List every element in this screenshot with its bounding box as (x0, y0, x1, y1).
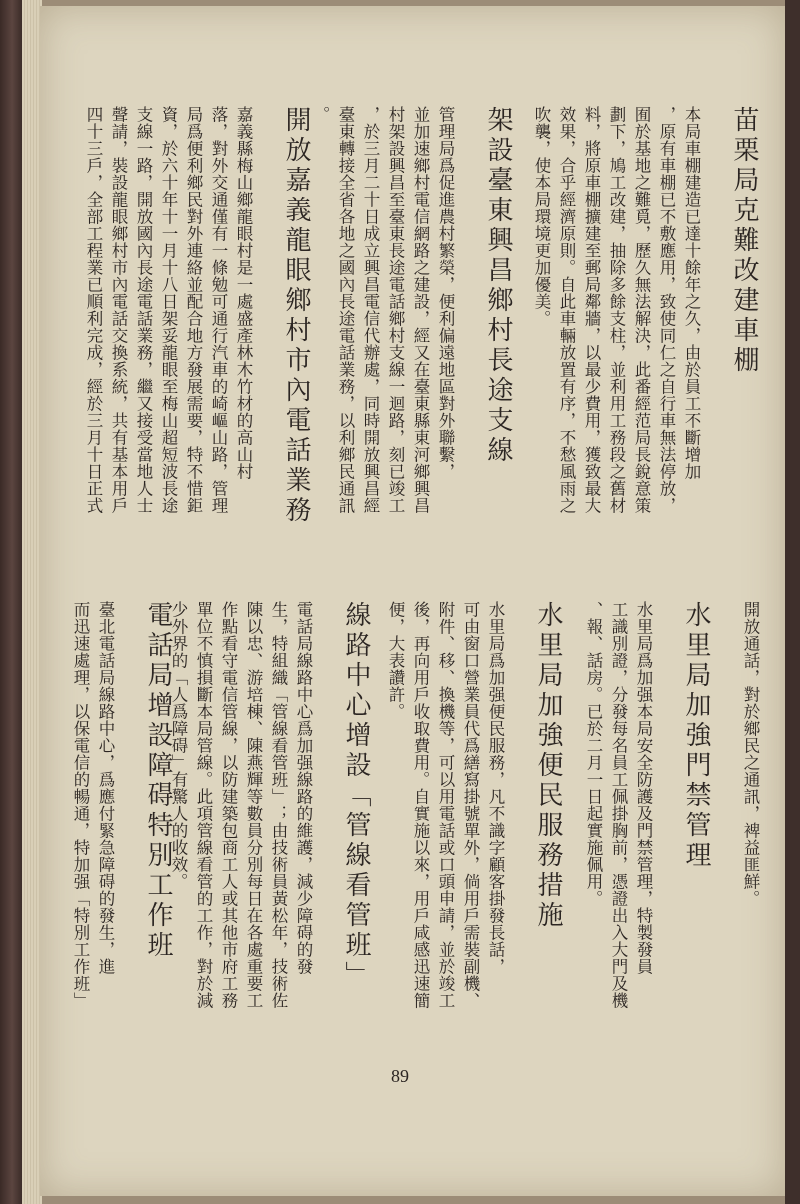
article-title: 苗栗局克難改建車棚 (729, 106, 759, 376)
article-shuili-access (581, 601, 715, 1071)
article-taitung (308, 106, 517, 576)
document-page (40, 6, 785, 1196)
article-special-team (68, 601, 177, 1071)
book-cover-edge (785, 0, 800, 1204)
book-binding (0, 0, 22, 1204)
article-title: 水里局加強門禁管理 (681, 601, 711, 871)
article-body: 臺北電話局線路中心，爲應付緊急障碍的發生，進 而迅速處理，以保電信的暢通，特加强「特別工作班」 (71, 601, 115, 1009)
article-title: 水里局加強便民服務措施 (533, 601, 563, 931)
article-body: 管理局爲促進農村繁榮，便利偏遠地區對外聯繫， 並加速鄉村電信網路之建設，經又在臺東縣東河鄉興昌 村架設興昌至臺東長途電話鄉村支線一迴路，刻已竣工 ，於三月二十日成立興昌電信代辦處，同時開放興昌經 臺東轉接全省各地之國內長途電話業務，以利鄉民通訊 。 (311, 106, 455, 514)
article-line-center (166, 601, 375, 1071)
article-shuili-service (383, 601, 567, 1071)
article-chiayi (81, 106, 315, 576)
article-miaoli (529, 106, 763, 576)
article-body: 水里局爲加强便民服務，凡不識字顧客掛發長話， 可由窗口營業員代爲繕寫掛號單外，倘用戶需裝副機、 附件、移、換機等，可以用電話或口頭申請，並於竣工 後，再向用戶收取費用。自實施以來，用戶咸感迅速簡 便，大表讚許。 (386, 601, 505, 1009)
article-title: 架設臺東興昌鄉村長途支線 (483, 106, 513, 466)
article-body: 嘉義縣梅山鄉龍眼村是一處盛產林木竹材的高山村 落，對外交通僅有一條勉可通行汽車的崎嶇山路，管理 局爲便利鄉民對外連絡並配合地方發展需要，特不惜鉅 資，於六十年十一月十八日架妥龍眼至梅山超短波長途 支線一路，開放國內長途電話業務，繼又接受當地人士 聲請，裝設龍眼鄉村市內電話交換系統，共有基本用戶 四十三戶，全部工程業已順利完成，經於三月十日正式 (84, 106, 253, 514)
article-body: 本局車棚建造已達十餘年之久，由於員工不斷增加 ，原有車棚已不敷應用，致使同仁之自行車無法停放， 囿於基地之難覓，歷久無法解決，此番經范局長銳意策 劃下，鳩工改建，抽除多餘支柱，並利用工務段之舊材 料，將原車棚擴建至郵局鄰牆，以最少費用，獲致最大 效果，合乎經濟原則。自此車輛放置有序，不愁風雨之 吹襲，使本局環境更加優美。 (532, 106, 701, 514)
article-title: 電話局增設障碍特別工作班 (143, 601, 173, 961)
page-edges (22, 0, 42, 1204)
article-body: 電話局線路中心爲加强線路的維護，減少障碍的發 生，特組織「管線看管班」；由技術員黃松年，技術佐 陳以忠、游培棟、陳燕輝等數員分別每日在各處重要工 作點看守電信管線，以防建築包商工人或其他市府工務 單位不慎損斷本局管線。此項管線看管的工作，對於減 少外界的「人爲障碍」有驚人的收效。 (169, 601, 313, 1009)
article-body: 開放通話，對於鄉民之通訊，裨益匪鮮。 (741, 601, 760, 907)
article-continuation (738, 601, 763, 1071)
article-body: 水里局爲加强本局安全防護及門禁管理，特製發員 工識別證，分發每名員工佩掛胸前，憑證出入大門及機 、報、話房。已於二月一日起實施佩用。 (584, 601, 653, 1009)
article-title: 開放嘉義龍眼鄉村市內電話業務 (281, 106, 311, 526)
page-number: 89 (391, 1066, 409, 1086)
article-title: 線路中心增設「管線看管班」 (341, 601, 371, 991)
